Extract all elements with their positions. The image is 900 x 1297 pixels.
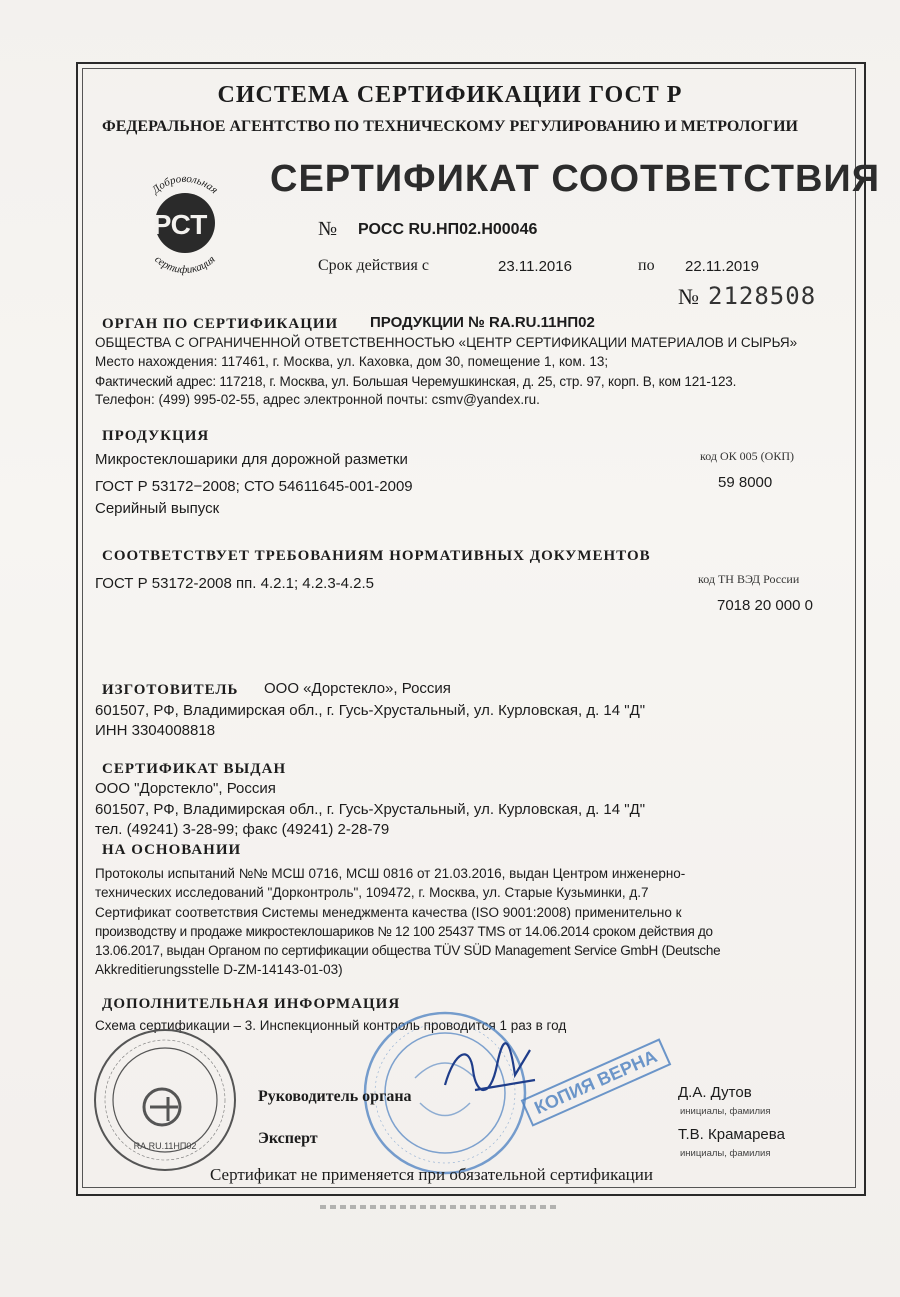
basis-line: производству и продаже микростеклошариков № 12 100 25437 TMS от 14.06.2014 сроком действия до <box>95 924 713 939</box>
head-caption: инициалы, фамилия <box>680 1106 771 1117</box>
organ-name: ОБЩЕСТВА С ОГРАНИЧЕННОЙ ОТВЕТСТВЕННОСТЬЮ «ЦЕНТР СЕРТИФИКАЦИИ МАТЕРИАЛОВ И СЫРЬЯ» <box>95 335 798 350</box>
copy-stamp <box>520 1046 670 1118</box>
manufacturer-name: ООО «Дорстекло», Россия <box>264 680 451 697</box>
basis-line: 13.06.2017, выдан Органом по сертификации общества TÜV SÜD Management Service GmbH (Deutsche <box>95 943 721 958</box>
issued-heading: СЕРТИФИКАТ ВЫДАН <box>102 761 287 777</box>
head-name: Д.А. Дутов <box>678 1084 752 1101</box>
logo-bottom-text: сертификация <box>152 253 218 276</box>
organ-heading-tail: ПРОДУКЦИИ № RA.RU.11НП02 <box>370 314 595 331</box>
manufacturer-inn: ИНН 3304008818 <box>95 722 216 739</box>
agency-title: ФЕДЕРАЛЬНОЕ АГЕНТСТВО ПО ТЕХНИЧЕСКОМУ РЕГУЛИРОВАНИЮ И МЕТРОЛОГИИ <box>102 118 798 135</box>
organ-actual-address: Фактический адрес: 117218, г. Москва, ул. Большая Черемушкинская, д. 25, стр. 97, корп. В, ком 121-123. <box>95 374 737 389</box>
tnved-code-value: 7018 20 000 0 <box>717 597 813 614</box>
okp-code-value: 59 8000 <box>718 474 773 491</box>
validity-label: Срок действия с <box>318 257 429 274</box>
expert-name: Т.В. Крамарева <box>678 1126 785 1143</box>
organ-phone: Телефон: (499) 995-02-55, адрес электронной почты: csmv@yandex.ru. <box>95 392 540 407</box>
number-label: № <box>318 218 338 240</box>
valid-to: 22.11.2019 <box>685 258 759 275</box>
okp-code-label: код ОК 005 (ОКП) <box>700 449 794 463</box>
valid-to-label: по <box>638 257 655 274</box>
blank-number: 2128508 <box>708 282 817 310</box>
issued-phone: тел. (49241) 3-28-99; факс (49241) 2-28-79 <box>95 821 390 838</box>
basis-line: Сертификат соответствия Системы менеджмента качества (ISO 9001:2008) применительно к <box>95 905 682 920</box>
organ-seal-icon <box>90 1025 240 1175</box>
rst-logo-icon <box>132 170 238 276</box>
footer-note: Сертификат не применяется при обязательной сертификации <box>210 1165 653 1184</box>
organ-location: Место нахождения: 117461, г. Москва, ул. Каховка, дом 30, помещение 1, ком. 13; <box>95 354 609 369</box>
expert-label: Эксперт <box>258 1130 318 1147</box>
manufacturer-address: 601507, РФ, Владимирская обл., г. Гусь-Хрустальный, ул. Курловская, д. 14 "Д" <box>95 702 646 719</box>
basis-line: Akkreditierungsstelle D-ZM-14143-01-03) <box>95 962 343 977</box>
footer-dotted-line <box>320 1205 560 1209</box>
conformity-heading: СООТВЕТСТВУЕТ ТРЕБОВАНИЯМ НОРМАТИВНЫХ ДОКУМЕНТОВ <box>102 548 651 564</box>
product-standard: ГОСТ Р 53172−2008; СТО 54611645-001-2009 <box>95 478 413 495</box>
seal-code: RA.RU.11НП02 <box>133 1141 197 1151</box>
tnved-code-label: код ТН ВЭД России <box>698 572 800 586</box>
product-series: Серийный выпуск <box>95 500 220 517</box>
product-heading: ПРОДУКЦИЯ <box>102 428 210 444</box>
blank-number-label: № <box>678 284 699 309</box>
system-title: СИСТЕМА СЕРТИФИКАЦИИ ГОСТ Р <box>217 82 683 108</box>
product-name: Микростеклошарики для дорожной разметки <box>95 451 408 468</box>
copy-stamp-text: КОПИЯ ВЕРНА <box>521 1038 671 1126</box>
document-title: СЕРТИФИКАТ СООТВЕТСТВИЯ <box>270 158 881 200</box>
valid-from: 23.11.2016 <box>498 258 572 275</box>
issued-name: ООО "Дорстекло", Россия <box>95 780 276 797</box>
logo-mark: РСТ <box>152 209 208 240</box>
head-label: Руководитель органа <box>258 1088 412 1105</box>
conformity-docs: ГОСТ Р 53172-2008 пп. 4.2.1; 4.2.3-4.2.5 <box>95 575 375 592</box>
basis-line: Протоколы испытаний №№ МСШ 0716, МСШ 0816 от 21.03.2016, выдан Центром инженерно- <box>95 866 686 881</box>
expert-caption: инициалы, фамилия <box>680 1148 771 1159</box>
logo-top-text: Добровольная <box>149 172 221 197</box>
manufacturer-heading: ИЗГОТОВИТЕЛЬ <box>102 682 239 698</box>
additional-text: Схема сертификации – 3. Инспекционный контроль проводится 1 раз в год <box>95 1018 567 1033</box>
issued-address: 601507, РФ, Владимирская обл., г. Гусь-Хрустальный, ул. Курловская, д. 14 "Д" <box>95 801 646 818</box>
basis-heading: НА ОСНОВАНИИ <box>102 842 242 858</box>
additional-heading: ДОПОЛНИТЕЛЬНАЯ ИНФОРМАЦИЯ <box>102 996 401 1012</box>
certificate-number: РОСС RU.НП02.Н00046 <box>358 221 538 238</box>
basis-line: технических исследований "Дорконтроль", 109472, г. Москва, ул. Старые Кузьминки, д.7 <box>95 885 649 900</box>
organ-heading: ОРГАН ПО СЕРТИФИКАЦИИ <box>102 316 339 332</box>
svg-text:сертификация <box>152 253 218 276</box>
